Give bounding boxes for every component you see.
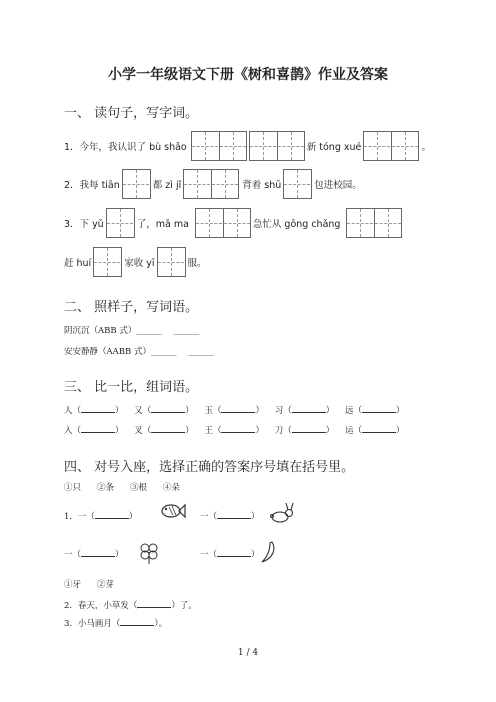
q4-item-4: 3．小马画月（ ）。 [64,619,168,629]
answer-blank[interactable] [362,424,396,433]
writing-grid[interactable] [157,247,186,277]
writing-grid[interactable] [122,169,151,199]
writing-grid[interactable] [191,131,247,161]
writing-grid[interactable] [249,131,305,161]
answer-blank[interactable] [120,617,154,626]
writing-grid[interactable] [106,208,135,238]
fish-icon [160,500,186,522]
q4-item-3: 2．春天，小草发（ ）了。 [64,601,197,611]
answer-blank[interactable] [151,424,185,433]
answer-blank[interactable] [221,404,255,413]
q1-line-3: 3．下 yǔ 了，mā ma 急忙从 gōng chǎng [64,208,402,238]
q4-item-2b: 一（ ） [200,550,260,560]
answer-blank[interactable] [362,404,396,413]
answer-blank[interactable] [95,510,129,519]
answer-blank[interactable] [217,510,251,519]
answer-blank[interactable] [81,424,115,433]
writing-grid[interactable] [363,131,419,161]
writing-grid[interactable] [283,169,312,199]
q3-row-1: 人（ ） 又（ ） 玉（ ） 习（ ） 远（ ） [64,406,405,416]
q2-line-1: 阴沉沉（ABB 式）______ ______ [64,326,200,336]
q4-options-1: ①只 ②条 ③根 ④朵 [64,483,181,493]
q2-line-2: 安安静静（AABB 式）______ ______ [64,347,214,357]
answer-blank[interactable] [217,548,251,557]
answer-blank[interactable]: ______ [150,347,177,357]
answer-blank[interactable] [292,404,326,413]
writing-grid[interactable] [346,208,402,238]
answer-blank[interactable]: ______ [188,347,214,357]
q1-line-1: 1．今年，我认识了 bù shǎo 新 tóng xué 。 [64,131,431,161]
banana-icon [258,540,278,564]
answer-blank[interactable] [137,599,171,608]
answer-blank[interactable] [81,404,115,413]
section-1-heading: 一、 读句子，写字词。 [64,106,199,121]
answer-blank[interactable] [292,424,326,433]
writing-grid[interactable] [195,208,251,238]
page-title: 小学一年级语文下册《树和喜鹊》作业及答案 [108,67,388,83]
section-4-heading: 四、 对号入座，选择正确的答案序号填在括号里。 [64,460,355,475]
writing-grid[interactable] [93,247,122,277]
q1-line-2: 2．我每 tiān 都 zì jǐ 背着 shū 包进校园。 [64,169,362,199]
q1-line-4: 赶 huí 家收 yī 服。 [64,247,207,277]
answer-blank[interactable]: ______ [136,326,162,336]
section-3-heading: 三、 比一比，组词语。 [64,380,199,395]
q4-options-2: ①牙 ②芽 [64,580,115,590]
answer-blank[interactable] [221,424,255,433]
q3-row-2: 入（ ） 叉（ ） 王（ ） 刀（ ） 运（ ） [64,426,405,436]
q4-item-1b: 一（ ） [200,512,260,522]
clover-icon [138,541,160,565]
answer-blank[interactable]: ______ [173,326,200,336]
q4-item-2: 一（ ） [64,550,124,560]
q4-item-1: 1．一（ ） [64,512,138,522]
section-2-heading: 二、 照样子，写词语。 [64,300,199,315]
answer-blank[interactable] [81,548,115,557]
answer-blank[interactable] [151,404,185,413]
writing-grid[interactable] [183,169,239,199]
page-number: 1 / 4 [237,648,259,658]
rabbit-icon [268,502,296,524]
